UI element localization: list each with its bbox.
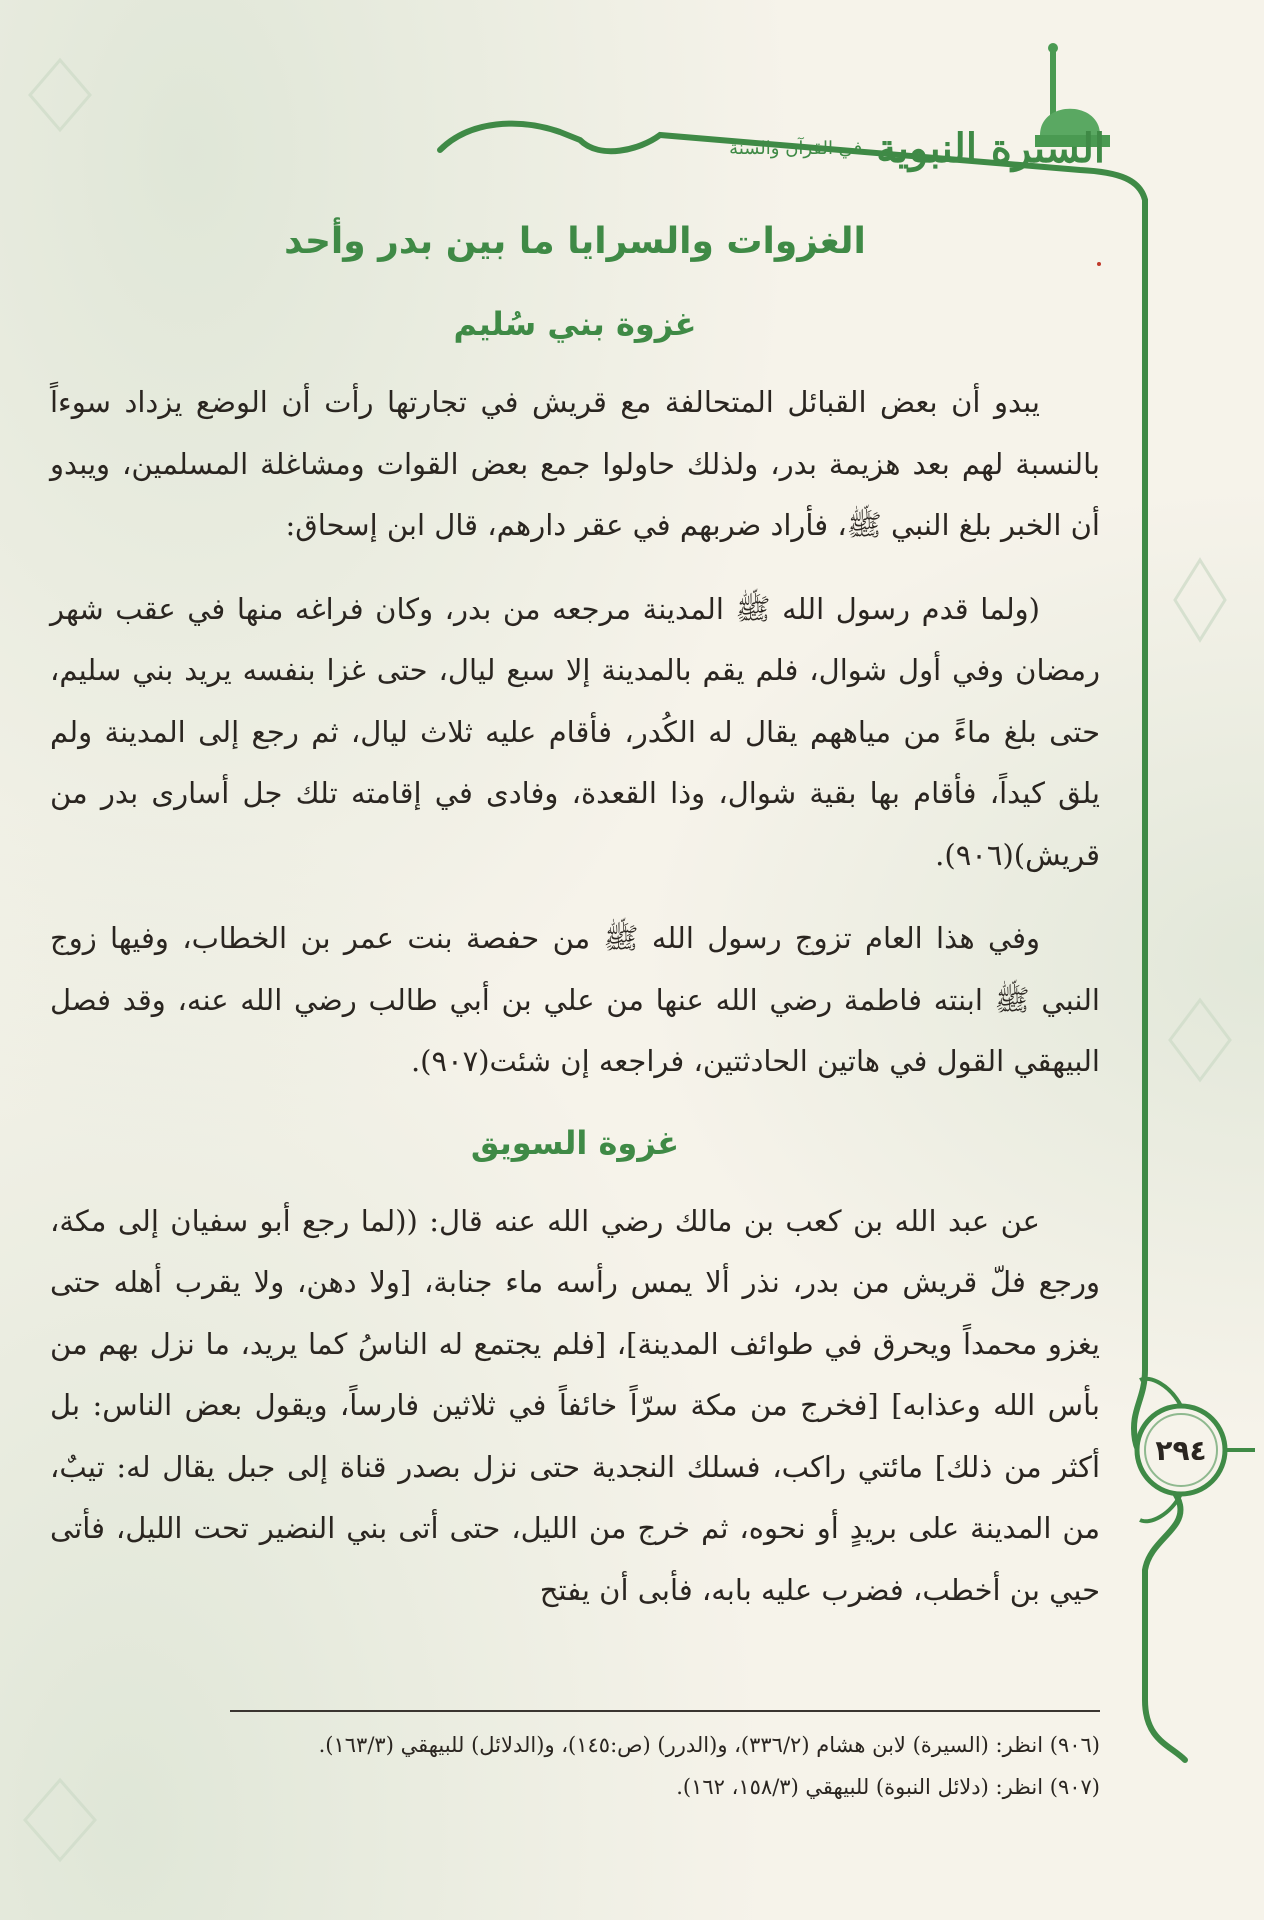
paragraph: يبدو أن بعض القبائل المتحالفة مع قريش في تجارتها رأت أن الوضع يزداد سوءاً بالنسبة لهم بعد هزيمة بدر، ولذلك حاولوا جمع بعض القوات ومشاغلة المسلمين، ويبدو أن الخبر بلغ النبي ﷺ، فأراد ضربهم في عقر دارهم، قال ابن إسحاق: — [50, 385, 1100, 542]
book-header — [665, 118, 1105, 178]
book-title: السيرة النبوية — [876, 124, 1105, 172]
page-content — [50, 210, 1100, 1643]
paragraph: عن عبد الله بن كعب بن مالك رضي الله عنه قال: ((لما رجع أبو سفيان إلى مكة، ورجع فلّ قريش من بدر، نذر ألا يمس رأسه ماء جنابة، [ولا دهن، ولا يقرب أهله حتى يغزو محمداً ويحرق في طوائف المدينة]، [فلم يجتمع له الناسُ كما يريد، ما نزل بهم من بأس الله وعذابه] [فخرج من مكة سرّاً خائفاً في ثلاثين فارساً، ويقول بعض الناس: بل أكثر من ذلك] مائتي راكب، فسلك النجدية حتى نزل بصدر قناة إلى جبل يقال له: تيبٌ، من المدينة على بريدٍ أو نحوه، ثم خرج من الليل، حتى أتى بني النضير تحت الليل، فأتى حيي بن أخطب، فضرب عليه بابه، فأبى أن يفتح — [50, 1203, 1100, 1607]
book-subtitle: في القرآن والسنة — [729, 137, 863, 159]
page-number: ٢٩٤ — [1155, 1433, 1207, 1467]
section-title: غزوة السويق — [470, 1123, 680, 1162]
footnote: (٩٠٧) انظر: (دلائل النبوة) للبيهقي (١٥٨/٣، ١٦٢). — [676, 1775, 1100, 1799]
section-title: غزوة بني سُليم — [453, 305, 697, 343]
footnote: (٩٠٦) انظر: (السيرة) لابن هشام (٣٣٦/٢)، و(الدرر) (ص:١٤٥)، و(الدلائل) للبيهقي (١٦٣/٣). — [318, 1733, 1100, 1757]
chapter-title: الغزوات والسرايا ما بين بدر وأحد — [284, 221, 866, 262]
footnotes — [230, 1710, 1100, 1812]
paragraph: وفي هذا العام تزوج رسول الله ﷺ من حفصة بنت عمر بن الخطاب، وفيها زوج النبي ﷺ ابنته فاطمة رضي الله عنها من علي بن أبي طالب رضي الله عنه، وقد فصل البيهقي القول في هاتين الحادثتين، فراجعه إن شئت(٩٠٧). — [50, 921, 1100, 1078]
paragraph: (ولما قدم رسول الله ﷺ المدينة مرجعه من بدر، وكان فراغه منها في عقب شهر رمضان وفي أول شوال، فلم يقم بالمدينة إلا سبع ليال، حتى غزا بنفسه يريد بني سليم، حتى بلغ ماءً من مياههم يقال له الكُدر، فأقام عليه ثلاث ليال، ثم رجع إلى المدينة ولم يلق كيداً، فأقام بها بقية شوال، وذا القعدة، وفادى في إقامته تلك جل أسارى بدر من قريش)(٩٠٦). — [50, 591, 1100, 872]
